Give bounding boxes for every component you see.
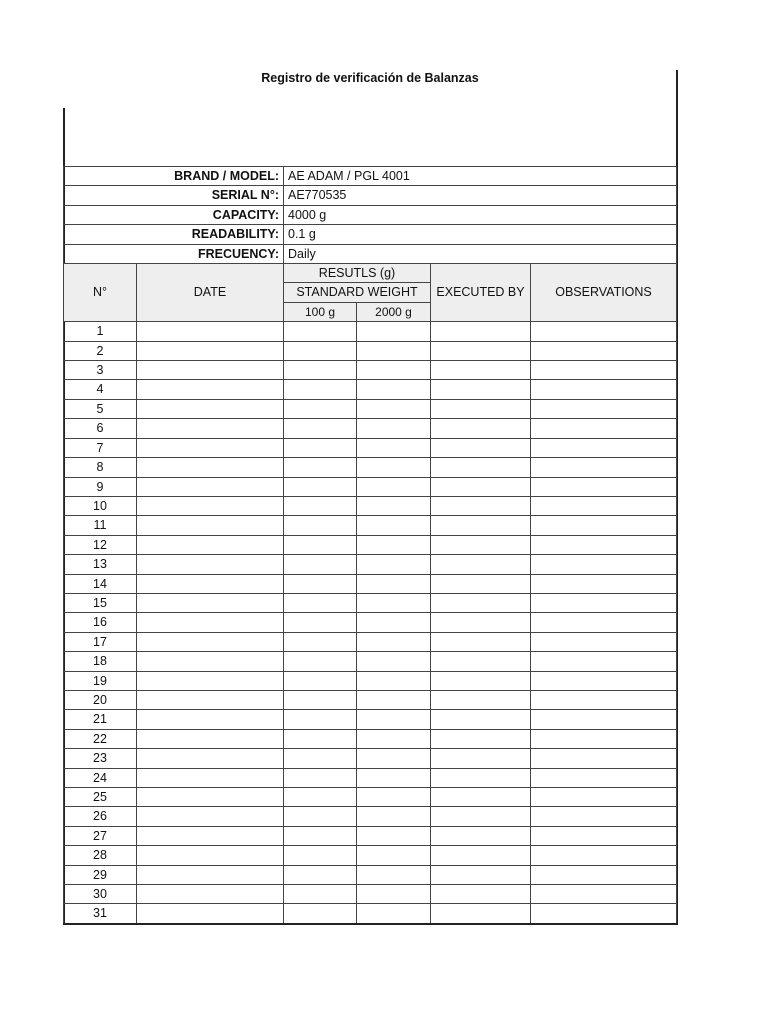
frequency-label: FRECUENCY: [137,244,284,263]
capacity-value[interactable]: 4000 g [284,205,677,224]
executed-by-cell[interactable] [431,535,531,554]
weight-2000g-cell[interactable] [357,807,431,826]
weight-100g-cell[interactable] [284,574,357,593]
row-number: 16 [64,613,137,632]
date-cell[interactable] [137,632,284,651]
weight-100g-cell[interactable] [284,613,357,632]
observations-cell[interactable] [531,322,677,341]
observations-cell[interactable] [531,496,677,515]
verification-table [63,166,677,925]
observations-cell[interactable] [531,768,677,787]
info-spacer [64,205,137,224]
weight-2000g-cell[interactable] [357,399,431,418]
observations-cell[interactable] [531,458,677,477]
date-cell[interactable] [137,496,284,515]
weight-100g-cell[interactable] [284,807,357,826]
weight-100g-cell[interactable] [284,846,357,865]
weight-100g-cell[interactable] [284,380,357,399]
table-row [64,807,677,826]
executed-by-cell[interactable] [431,516,531,535]
weight-100g-cell[interactable] [284,826,357,845]
weight-2000g-cell[interactable] [357,749,431,768]
date-cell[interactable] [137,788,284,807]
serial-number-value[interactable]: AE770535 [284,186,677,205]
weight-2000g-cell[interactable] [357,710,431,729]
table-row [64,555,677,574]
weight-100g-cell[interactable] [284,593,357,612]
date-cell[interactable] [137,846,284,865]
observations-cell[interactable] [531,574,677,593]
executed-by-cell[interactable] [431,613,531,632]
observations-cell[interactable] [531,419,677,438]
row-number: 4 [64,380,137,399]
weight-100g-cell[interactable] [284,671,357,690]
brand-model-label: BRAND / MODEL: [137,167,284,186]
weight-2000g-cell[interactable] [357,555,431,574]
row-number: 21 [64,710,137,729]
table-row [64,380,677,399]
row-number: 25 [64,788,137,807]
header-number: N° [64,264,137,322]
observations-cell[interactable] [531,652,677,671]
observations-cell[interactable] [531,671,677,690]
table-row [64,613,677,632]
weight-100g-cell[interactable] [284,885,357,904]
table-row [64,438,677,457]
weight-2000g-cell[interactable] [357,671,431,690]
executed-by-cell[interactable] [431,496,531,515]
observations-cell[interactable] [531,516,677,535]
weight-100g-cell[interactable] [284,322,357,341]
weight-2000g-cell[interactable] [357,768,431,787]
executed-by-cell[interactable] [431,885,531,904]
date-cell[interactable] [137,516,284,535]
table-row [64,496,677,515]
row-number: 14 [64,574,137,593]
date-cell[interactable] [137,555,284,574]
executed-by-cell[interactable] [431,380,531,399]
observations-cell[interactable] [531,846,677,865]
date-cell[interactable] [137,652,284,671]
info-row-brand [64,167,677,186]
observations-cell[interactable] [531,361,677,380]
row-number: 15 [64,593,137,612]
row-number: 20 [64,690,137,709]
row-number: 29 [64,865,137,884]
date-cell[interactable] [137,690,284,709]
observations-cell[interactable] [531,749,677,768]
table-row [64,361,677,380]
weight-100g-cell[interactable] [284,788,357,807]
observations-cell[interactable] [531,807,677,826]
weight-100g-cell[interactable] [284,632,357,651]
weight-2000g-cell[interactable] [357,885,431,904]
readability-value[interactable]: 0.1 g [284,225,677,244]
executed-by-cell[interactable] [431,477,531,496]
executed-by-cell[interactable] [431,399,531,418]
executed-by-cell[interactable] [431,826,531,845]
weight-2000g-cell[interactable] [357,632,431,651]
row-number: 28 [64,846,137,865]
table-row [64,477,677,496]
table-row [64,846,677,865]
weight-100g-cell[interactable] [284,729,357,748]
weight-2000g-cell[interactable] [357,419,431,438]
date-cell[interactable] [137,380,284,399]
row-number: 1 [64,322,137,341]
executed-by-cell[interactable] [431,690,531,709]
weight-2000g-cell[interactable] [357,361,431,380]
observations-cell[interactable] [531,593,677,612]
date-cell[interactable] [137,322,284,341]
date-cell[interactable] [137,399,284,418]
row-number: 26 [64,807,137,826]
executed-by-cell[interactable] [431,341,531,360]
weight-2000g-cell[interactable] [357,516,431,535]
weight-2000g-cell[interactable] [357,729,431,748]
table-row [64,458,677,477]
capacity-label: CAPACITY: [137,205,284,224]
row-number: 3 [64,361,137,380]
observations-cell[interactable] [531,788,677,807]
weight-100g-cell[interactable] [284,399,357,418]
header-row-1 [64,264,677,283]
observations-cell[interactable] [531,380,677,399]
weight-2000g-cell[interactable] [357,788,431,807]
row-number: 18 [64,652,137,671]
table-row [64,632,677,651]
date-cell[interactable] [137,458,284,477]
observations-cell[interactable] [531,710,677,729]
observations-cell[interactable] [531,632,677,651]
executed-by-cell[interactable] [431,846,531,865]
weight-100g-cell[interactable] [284,438,357,457]
weight-2000g-cell[interactable] [357,826,431,845]
weight-100g-cell[interactable] [284,361,357,380]
table-row [64,652,677,671]
executed-by-cell[interactable] [431,865,531,884]
executed-by-cell[interactable] [431,438,531,457]
row-number: 6 [64,419,137,438]
table-row [64,865,677,884]
info-row-frequency [64,244,677,263]
date-cell[interactable] [137,361,284,380]
date-cell[interactable] [137,807,284,826]
table-row [64,535,677,554]
row-number: 17 [64,632,137,651]
date-cell[interactable] [137,749,284,768]
date-cell[interactable] [137,885,284,904]
row-number: 22 [64,729,137,748]
header-weight-2000g: 2000 g [357,302,431,321]
weight-100g-cell[interactable] [284,419,357,438]
weight-2000g-cell[interactable] [357,865,431,884]
row-number: 24 [64,768,137,787]
row-number: 31 [64,904,137,924]
table-row [64,322,677,341]
executed-by-cell[interactable] [431,652,531,671]
row-number: 10 [64,496,137,515]
date-cell[interactable] [137,477,284,496]
weight-2000g-cell[interactable] [357,652,431,671]
weight-2000g-cell[interactable] [357,846,431,865]
info-spacer [64,244,137,263]
frequency-value[interactable]: Daily [284,244,677,263]
header-standard-weight: STANDARD WEIGHT [284,283,431,302]
date-cell[interactable] [137,574,284,593]
date-cell[interactable] [137,904,284,924]
weight-2000g-cell[interactable] [357,613,431,632]
executed-by-cell[interactable] [431,807,531,826]
date-cell[interactable] [137,613,284,632]
observations-cell[interactable] [531,690,677,709]
weight-100g-cell[interactable] [284,749,357,768]
date-cell[interactable] [137,535,284,554]
date-cell[interactable] [137,865,284,884]
executed-by-cell[interactable] [431,729,531,748]
weight-100g-cell[interactable] [284,477,357,496]
info-spacer [64,186,137,205]
row-number: 2 [64,341,137,360]
weight-100g-cell[interactable] [284,496,357,515]
weight-2000g-cell[interactable] [357,438,431,457]
date-cell[interactable] [137,419,284,438]
executed-by-cell[interactable] [431,555,531,574]
info-row-serial [64,186,677,205]
executed-by-cell[interactable] [431,322,531,341]
row-number: 8 [64,458,137,477]
brand-model-value[interactable]: AE ADAM / PGL 4001 [284,167,677,186]
table-row [64,710,677,729]
weight-100g-cell[interactable] [284,710,357,729]
weight-2000g-cell[interactable] [357,380,431,399]
table-row [64,690,677,709]
date-cell[interactable] [137,671,284,690]
row-number: 30 [64,885,137,904]
observations-cell[interactable] [531,904,677,924]
table-row [64,593,677,612]
table-row [64,729,677,748]
weight-100g-cell[interactable] [284,865,357,884]
executed-by-cell[interactable] [431,458,531,477]
table-row [64,516,677,535]
row-number: 9 [64,477,137,496]
header-date: DATE [137,264,284,322]
observations-cell[interactable] [531,535,677,554]
row-number: 23 [64,749,137,768]
row-number: 13 [64,555,137,574]
readability-label: READABILITY: [137,225,284,244]
executed-by-cell[interactable] [431,671,531,690]
executed-by-cell[interactable] [431,361,531,380]
executed-by-cell[interactable] [431,710,531,729]
info-row-capacity [64,205,677,224]
executed-by-cell[interactable] [431,904,531,924]
executed-by-cell[interactable] [431,788,531,807]
date-cell[interactable] [137,729,284,748]
date-cell[interactable] [137,593,284,612]
weight-2000g-cell[interactable] [357,904,431,924]
table-row [64,341,677,360]
weight-2000g-cell[interactable] [357,458,431,477]
observations-cell[interactable] [531,729,677,748]
table-row [64,574,677,593]
weight-2000g-cell[interactable] [357,535,431,554]
weight-100g-cell[interactable] [284,341,357,360]
info-spacer [64,167,137,186]
weight-2000g-cell[interactable] [357,593,431,612]
weight-100g-cell[interactable] [284,690,357,709]
weight-100g-cell[interactable] [284,516,357,535]
weight-100g-cell[interactable] [284,555,357,574]
header-results: RESUTLS (g) [284,264,431,283]
table-row [64,788,677,807]
observations-cell[interactable] [531,826,677,845]
observations-cell[interactable] [531,555,677,574]
weight-100g-cell[interactable] [284,768,357,787]
executed-by-cell[interactable] [431,574,531,593]
observations-cell[interactable] [531,865,677,884]
serial-number-label: SERIAL N°: [137,186,284,205]
info-row-readability [64,225,677,244]
date-cell[interactable] [137,768,284,787]
executed-by-cell[interactable] [431,419,531,438]
observations-cell[interactable] [531,438,677,457]
weight-100g-cell[interactable] [284,904,357,924]
date-cell[interactable] [137,341,284,360]
row-number: 5 [64,399,137,418]
executed-by-cell[interactable] [431,632,531,651]
weight-100g-cell[interactable] [284,652,357,671]
row-number: 19 [64,671,137,690]
row-number: 27 [64,826,137,845]
observations-cell[interactable] [531,341,677,360]
observations-cell[interactable] [531,477,677,496]
weight-2000g-cell[interactable] [357,477,431,496]
weight-2000g-cell[interactable] [357,574,431,593]
observations-cell[interactable] [531,399,677,418]
table-row [64,749,677,768]
weight-100g-cell[interactable] [284,458,357,477]
weight-2000g-cell[interactable] [357,341,431,360]
row-number: 7 [64,438,137,457]
table-row [64,768,677,787]
header-observations: OBSERVATIONS [531,264,677,322]
executed-by-cell[interactable] [431,768,531,787]
table-row [64,826,677,845]
row-number: 11 [64,516,137,535]
date-cell[interactable] [137,438,284,457]
weight-100g-cell[interactable] [284,535,357,554]
executed-by-cell[interactable] [431,749,531,768]
weight-2000g-cell[interactable] [357,496,431,515]
observations-cell[interactable] [531,613,677,632]
weight-2000g-cell[interactable] [357,690,431,709]
table-row [64,419,677,438]
info-spacer [64,225,137,244]
header-weight-100g: 100 g [284,302,357,321]
table-row [64,885,677,904]
table-row [64,399,677,418]
observations-cell[interactable] [531,885,677,904]
table-row [64,671,677,690]
table-row [64,904,677,924]
date-cell[interactable] [137,710,284,729]
header-executed-by: EXECUTED BY [431,264,531,322]
executed-by-cell[interactable] [431,593,531,612]
row-number: 12 [64,535,137,554]
weight-2000g-cell[interactable] [357,322,431,341]
date-cell[interactable] [137,826,284,845]
page-title: Registro de verificación de Balanzas [261,71,479,85]
